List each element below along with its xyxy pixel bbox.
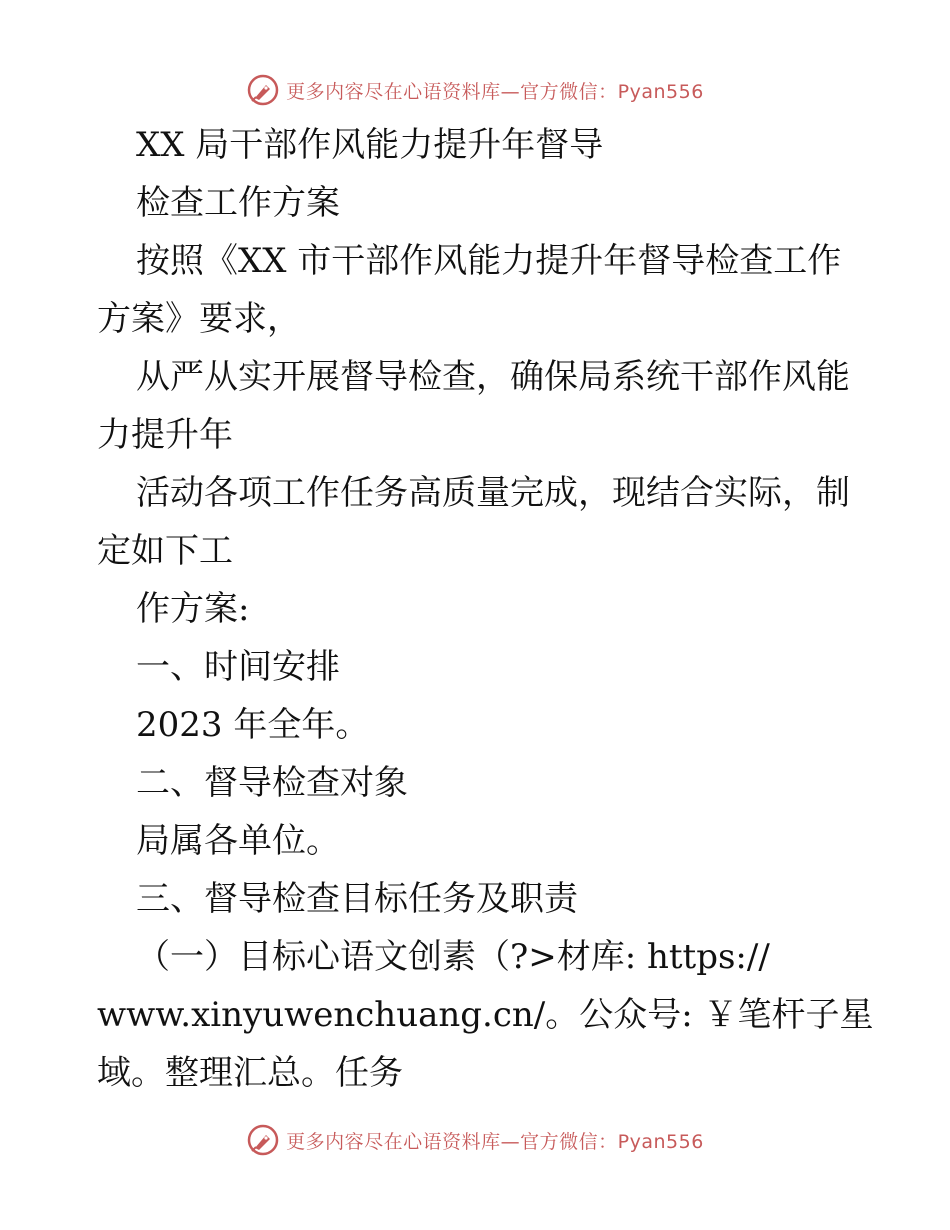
paragraph-line: 从严从实开展督导检查，确保局系统干部作风能 [136,357,850,397]
paragraph-line: www.xinyuwenchuang.cn/。公众号: ￥笔杆子星 [97,995,874,1035]
section-heading: 三、督导检查目标任务及职责 [136,879,578,919]
section-heading: 一、时间安排 [136,647,340,687]
paragraph-line: 定如下工 [97,531,233,571]
paragraph-line: 活动各项工作任务高质量完成，现结合实际，制 [136,473,850,513]
paragraph-line: 力提升年 [97,415,233,455]
doc-title-line-2: 检查工作方案 [136,183,340,223]
header-watermark-banner [0,70,950,110]
paragraph-line: 局属各单位。 [136,821,340,861]
section-heading: 二、督导检查对象 [136,763,408,803]
pen-nib-circle-icon [246,73,280,107]
footer-watermark-banner [0,1120,950,1160]
doc-title-line-1: XX 局干部作风能力提升年督导 [136,125,604,165]
watermark-text: 更多内容尽在心语资料库—官方微信：Pyan556 [286,80,704,103]
paragraph-line: 作方案: [136,589,250,629]
paragraph-line: 2023 年全年。 [136,705,370,745]
pen-nib-circle-icon [246,1123,280,1157]
paragraph-line: （一）目标心语文创素（?>材库: https:// [136,937,770,977]
document-body [97,116,874,1102]
paragraph-line: 域。整理汇总。任务 [97,1053,403,1093]
paragraph-line: 按照《XX 市干部作风能力提升年督导检查工作 [136,241,842,281]
paragraph-line: 方案》要求， [97,299,301,339]
watermark-text: 更多内容尽在心语资料库—官方微信：Pyan556 [286,1130,704,1153]
